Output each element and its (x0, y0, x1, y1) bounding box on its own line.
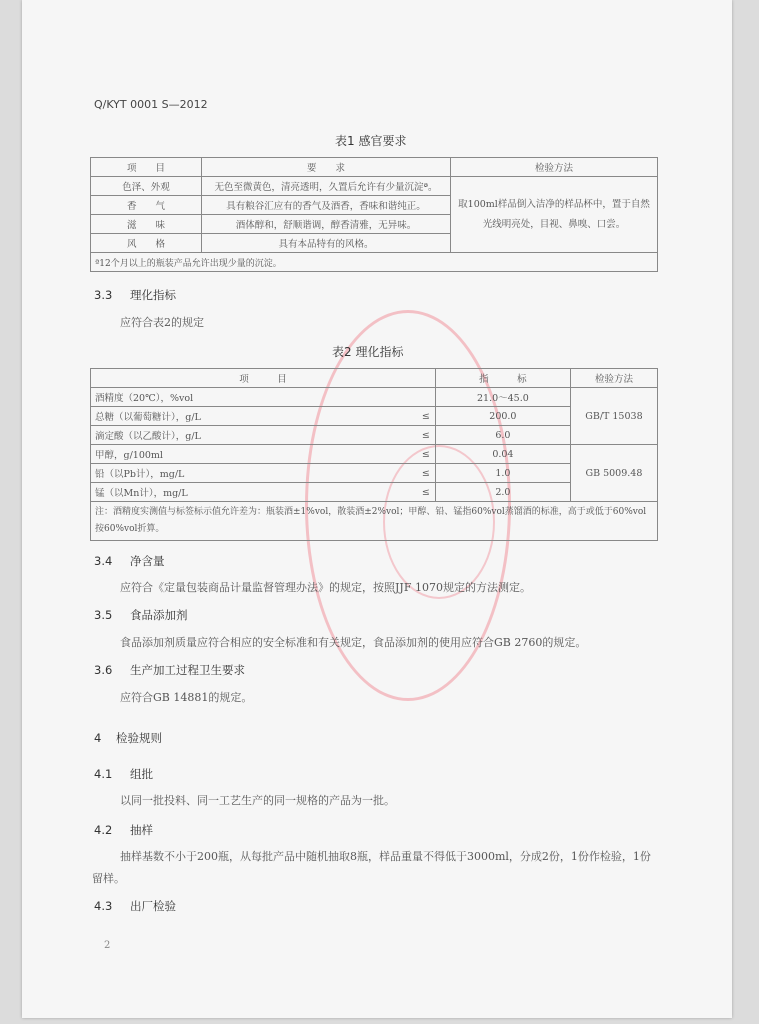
standard-number: Q/KYT 0001 S—2012 (94, 98, 208, 111)
section-3-3-text: 应符合表2的规定 (120, 316, 204, 329)
section-3-3-heading: 3.3 理化指标 (94, 288, 176, 302)
table-header-row (91, 369, 658, 388)
table-cell: 总糖（以葡萄糖计），g/L (91, 407, 417, 426)
table-cell-operator: ≤ (417, 483, 436, 502)
table-row (91, 445, 658, 464)
table-cell-operator: ≤ (417, 407, 436, 426)
table-cell: 酒精度（20℃），%vol (91, 388, 417, 407)
section-4-heading: 4 检验规则 (94, 731, 162, 745)
table-header-cell: 指 标 (435, 369, 570, 388)
section-4-2-heading: 4.2 抽样 (94, 823, 153, 837)
table-cell: 锰（以Mn计），mg/L (91, 483, 417, 502)
table-cell: 风 格 (91, 234, 202, 253)
page-number: 2 (104, 940, 111, 951)
table-header-cell: 检验方法 (570, 369, 657, 388)
table-cell-operator: ≤ (417, 464, 436, 483)
table-cell: 甲醇，g/100ml (91, 445, 417, 464)
table-note-row (91, 253, 658, 272)
table-header-cell: 要 求 (202, 158, 451, 177)
table2-caption: 表2 理化指标 (332, 345, 404, 359)
table-cell: 酒体醇和，舒顺谐调，醇香清雅，无异味。 (202, 215, 451, 234)
table-row (91, 177, 658, 196)
section-4-3-heading: 4.3 出厂检验 (94, 899, 176, 913)
table-cell: 200.0 (435, 407, 570, 426)
document-page (22, 0, 732, 1018)
section-4-1-text: 以同一批投料、同一工艺生产的同一规格的产品为一批。 (120, 794, 395, 807)
section-4-2-text: 抽样基数不小于200瓶，从每批产品中随机抽取8瓶，样品重量不得低于3000ml，分成2份，1份作检验，1份留样。 (92, 850, 651, 885)
section-3-6-heading: 3.6 生产加工过程卫生要求 (94, 663, 245, 677)
table-cell: 6.0 (435, 426, 570, 445)
section-4-1-heading: 4.1 组批 (94, 767, 153, 781)
table-cell: 2.0 (435, 483, 570, 502)
table-header-row (91, 158, 658, 177)
table-row (91, 388, 658, 407)
table-cell: 色泽、外观 (91, 177, 202, 196)
table-header-cell: 项 目 (91, 158, 202, 177)
table-cell: 滋 味 (91, 215, 202, 234)
table-header-cell: 项 目 (91, 369, 436, 388)
table-cell: 具有本品特有的风格。 (202, 234, 451, 253)
table-header-cell: 检验方法 (451, 158, 658, 177)
section-3-5-heading: 3.5 食品添加剂 (94, 608, 188, 622)
table-cell: 具有粮谷汇应有的香气及酒香，香味和谐纯正。 (202, 196, 451, 215)
table-cell-method: GB/T 15038 (570, 388, 657, 445)
table-cell-operator: ≤ (417, 426, 436, 445)
table-cell-operator (417, 388, 436, 407)
section-3-4-text: 应符合《定量包装商品计量监督管理办法》的规定，按照JJF 1070规定的方法测定。 (120, 581, 531, 594)
table2-physicochemical (90, 368, 658, 541)
table-note-row (91, 502, 658, 541)
table-cell: 无色至微黄色，清亮透明，久置后允许有少量沉淀ª。 (202, 177, 451, 196)
table-cell: 滴定酸（以乙酸计），g/L (91, 426, 417, 445)
table-cell-method: 取100ml样品倒入洁净的样品杯中，置于自然光线明亮处，目视、鼻嗅、口尝。 (451, 177, 658, 253)
table1-caption: 表1 感官要求 (335, 134, 407, 148)
table-note: ª12个月以上的瓶装产品允许出现少量的沉淀。 (91, 253, 658, 272)
table-cell-method: GB 5009.48 (570, 445, 657, 502)
table1-sensory (90, 157, 658, 272)
section-3-6-text: 应符合GB 14881的规定。 (120, 691, 253, 704)
table-cell: 铅（以Pb计），mg/L (91, 464, 417, 483)
table-cell: 香 气 (91, 196, 202, 215)
section-3-4-heading: 3.4 净含量 (94, 554, 165, 568)
table-note: 注：酒精度实测值与标签标示值允许差为：瓶装酒±1%vol，散装酒±2%vol；甲醇、铅、锰指60%vol蒸馏酒的标准，高于或低于60%vol按60%vol折算。 (91, 502, 658, 541)
table-cell-operator: ≤ (417, 445, 436, 464)
section-3-5-text: 食品添加剂质量应符合相应的安全标准和有关规定，食品添加剂的使用应符合GB 2760的规定。 (120, 636, 587, 649)
table-cell: 0.04 (435, 445, 570, 464)
table-cell: 1.0 (435, 464, 570, 483)
table-cell: 21.0～45.0 (435, 388, 570, 407)
